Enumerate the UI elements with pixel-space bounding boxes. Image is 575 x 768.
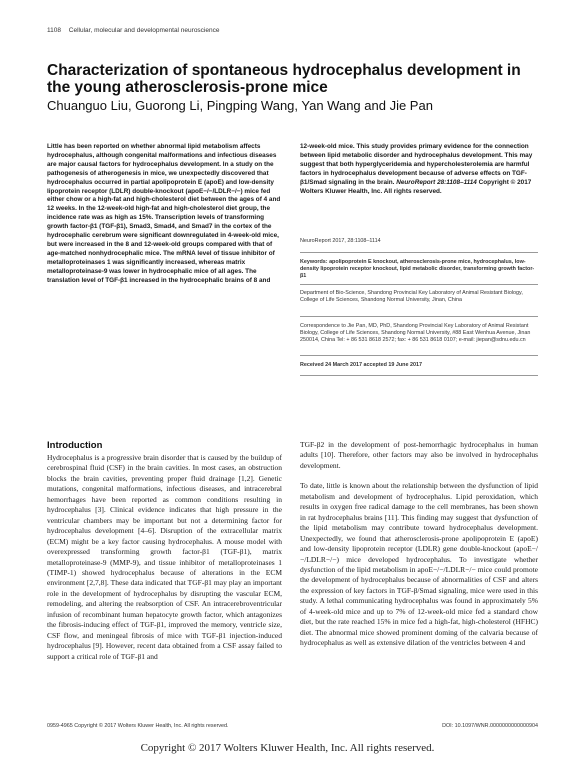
abstract-continuation [300, 143, 538, 196]
copyright-notice: Copyright © 2017 Wolters Kluwer Health, Inc. All rights reserved. [140, 742, 435, 754]
keywords-text: apolipoprotein E knockout, atherosclerosis-prone mice, hydrocephalus, low-density lipoprotein receptor knockout, lipid metabolic disorder, transforming growth factor-β1 [300, 259, 535, 280]
divider [300, 375, 538, 376]
abstract-left-column [47, 143, 282, 286]
article-title: Characterization of spontaneous hydrocephalus development in the young atherosclerosis-prone mice [47, 62, 521, 96]
abstract-right-column [300, 143, 538, 196]
journal-section: Cellular, molecular and developmental neuroscience [68, 27, 220, 34]
author-list: Chuanguo Liu, Guorong Li, Pingping Wang, Yan Wang and Jie Pan [47, 98, 433, 113]
running-head [47, 27, 219, 34]
footer-doi: DOI: 10.1097/WNR.0000000000000904 [442, 723, 538, 729]
body-column-right [300, 440, 538, 649]
divider [300, 316, 538, 317]
section-heading-introduction: Introduction [47, 440, 103, 451]
paragraph: TGF-β2 in the development of post-hemorrhagic hydrocephalus in human adults [10]. Therefore, other factors may also be involved in hydrocephalus development. [300, 440, 538, 470]
paragraph: Hydrocephalus is a progressive brain disorder that is caused by the buildup of cerebrospinal fluid (CSF) in the brain cavities. In most cases, an obstruction blocks the brain cavities, preventing proper fluid drainage [1,2]. Genetic mutations, congenital malformations, infectious diseases, and intracerebral hemorrhages have been reported as common conditions resulting in hydrocephalus [3]. Clinical evidence indicates that high pressure in the ventricular chambers may be important but not a determining factor for hydrocephalus development [4–6]. Disruption of the extracellular matrix (ECM) might be a key factor causing hydrocephalus. A mouse model with overexpressed transforming growth factor-β1 (TGF-β1), matrix metalloproteinase-9 (MMP-9), and tissue inhibitor of metalloproteinases 1 (TIMP-1) showed hydrocephalus because of alterations in the ECM environment [2,7,8]. These data indicated that TGF-β1 may play an important role in the development of hydrocephalus by disrupting the vascular ECM, remodeling, and altering the reabsorption of CSF. An intracerebroventricular infusion of recombinant human hepatocyte growth factor, which antagonizes the fibrosis-inducing effect of TGF-β1, improved the memory, ventricle size, CSF flow, and meningeal fibrosis of mice with TGF-β1 injection-induced hydrocephalus [9]. However, recent data obtained from a CSF assay failed to support a critical role of TGF-β1 and [47, 453, 282, 661]
divider [300, 252, 538, 253]
divider [300, 355, 538, 356]
affiliation: Department of Bio-Science, Shandong Provincial Key Laboratory of Animal Resistant Biology, College of Life Sciences, Shandong Normal University, Jinan, China [300, 290, 523, 304]
body-column-left [47, 453, 282, 662]
abstract-copyright: Copyright © 2017 Wolters Kluwer Health, Inc. All rights reserved. [300, 178, 532, 195]
footer-issn-copyright: 0959-4965 Copyright © 2017 Wolters Kluwer Health, Inc. All rights reserved. [47, 723, 229, 729]
page-number: 1108 [47, 27, 61, 34]
abstract-continuation-text: 12-week-old mice. This study provides primary evidence for the connection between lipid metabolic disorder and hydrocephalus development. This may suggest that both hyperglyceridemia and hypercholesterolemia are harmful factors in hydrocephalus development because of adverse effects on TGF-β1/Smad signaling in the brain. [300, 143, 533, 186]
paragraph: To date, little is known about the relationship between the dysfunction of lipid metabolism and development of hydrocephalus. Lipid peroxidation, which results in oxygen free radical damage to the cell membranes, has been shown in rat hydrocephalus brains [11]. This finding may suggest that dysfunction of the lipid metabolism may contribute toward hydrocephalus development. Unexpectedly, we found that atherosclerosis-prone apolipoprotein E (apoE) and low-density lipoprotein receptor (LDLR) gene double-knockout (apoE−/−/LDLR−/−) mice developed hydrocephalus. To investigate whether dysfunction of the lipid metabolism in apoE−/−/LDLR−/− mice could promote the development of hydrocephalus because of abnormalities of CSF and alters the expression of key factors in TGF-β/Smad signaling, mice were used in this study. A lethal communicating hydrocephalus was found in approximately 5% of 4-week-old mice and up to 7% of 12-week-old mice fed a standard chow diet, but the rate reached 15% in mice fed a high-fat, high-cholesterol (HFHC) diet. The abnormal mice showed prominent doming of the calvaria because of hydrocephalus as well as extensive dilation of the ventricles between 4 and [300, 481, 538, 648]
divider [300, 284, 538, 285]
received-dates: Received 24 March 2017 accepted 19 June 2017 [300, 362, 422, 368]
citation-line: NeuroReport 2017, 28:1108–1114 [300, 238, 381, 244]
keywords-block [300, 259, 538, 281]
keywords-label: Keywords: [300, 259, 328, 265]
abstract-text: Little has been reported on whether abnormal lipid metabolism affects hydrocephalus, although congenital malformations and infectious diseases are major causal factors for hydrocephalus development. In a study on the pathogenesis of atherogenesis in mice, we unexpectedly discovered that hydrocephalus occurred in partial apolipoprotein E (apoE) and low-density lipoprotein receptor (LDLR) double-knockout (apoE−/−/LDLR−/−) mice fed either chow or a high-fat and high-cholesterol diet between the ages of 4 and 12 weeks. In the 12-week-old high-fat and high-cholesterol diet group, the incidence rate was as high as 15%. Transcription levels of transforming growth factor-β1 (TGF-β1), Smad3, Smad4, and Smad7 in the cortex of the hydrocephalic cerebrum were significant downregulated in 4-week-old mice, but were increased in the 8 and 12-week-old groups compared with that of age-matched nonhydrocephalic mice. The mRNA level of tissue inhibitor of metalloproteinases 1 was significantly increased, whereas matrix metalloproteinase-9 was lower in hydrocephalic mice of all ages. The translation level of TGF-β1 increased in the hydrocephalic brains of 8 and [47, 143, 281, 284]
correspondence: Correspondence to Jie Pan, MD, PhD, Shandong Provincial Key Laboratory of Animal Resistant Biology, College of Life Sciences, Shandong Normal University, #88 East Wenhua Avenue, Jinan 250014, China Tel: + 86 531 8618 2572; fax: + 86 531 8618 0107; e-mail: jiepan@sdnu.edu.cn [300, 323, 531, 344]
journal-reference: NeuroReport 28:1108–1114 [396, 178, 477, 186]
